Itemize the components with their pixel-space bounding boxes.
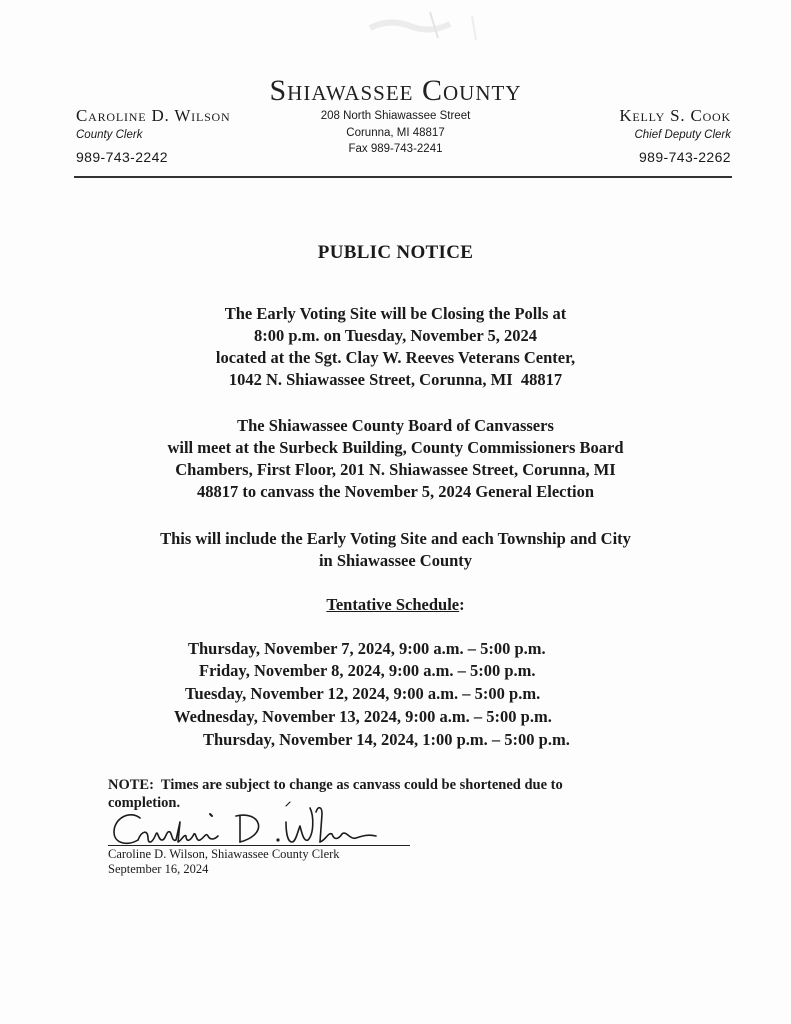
schedule-heading-colon: : bbox=[459, 595, 465, 614]
paragraph-line: will meet at the Surbeck Building, County Commissioners Board bbox=[167, 438, 624, 457]
county-clerk-title: County Clerk bbox=[76, 129, 143, 141]
signature-date: September 16, 2024 bbox=[108, 862, 209, 876]
schedule-item: Thursday, November 14, 2024, 1:00 p.m. – 5:00 p.m. bbox=[203, 730, 570, 749]
county-clerk-phone: 989-743-2242 bbox=[76, 149, 168, 165]
schedule-item: Wednesday, November 13, 2024, 9:00 a.m. – 5:00 p.m. bbox=[174, 707, 552, 726]
paragraph-line: The Shiawassee County Board of Canvassers bbox=[237, 416, 554, 435]
paragraph-line: Chambers, First Floor, 201 N. Shiawassee Street, Corunna, MI bbox=[175, 460, 616, 479]
deputy-clerk-phone: 989-743-2262 bbox=[639, 149, 731, 165]
paragraph-line: This will include the Early Voting Site and each Township and City bbox=[160, 529, 631, 548]
note-line: completion. bbox=[108, 794, 181, 811]
deputy-clerk-block bbox=[619, 106, 731, 167]
paragraph-line: in Shiawassee County bbox=[318, 551, 473, 570]
address-street: 208 North Shiawassee Street bbox=[320, 110, 471, 122]
signature-block bbox=[108, 847, 340, 877]
address-city: Corunna, MI 48817 bbox=[346, 126, 445, 139]
polls-closing-paragraph bbox=[0, 303, 791, 391]
paragraph-line: located at the Sgt. Clay W. Reeves Veterans Center, bbox=[215, 348, 576, 367]
signer-name-title: Caroline D. Wilson, Shiawassee County Clerk bbox=[108, 847, 340, 861]
signature-line bbox=[108, 845, 410, 846]
paragraph-line: 48817 to canvass the November 5, 2024 General Election bbox=[196, 482, 595, 501]
schedule-heading-text: Tentative Schedule bbox=[326, 595, 460, 614]
deputy-clerk-title: Chief Deputy Clerk bbox=[634, 129, 731, 141]
county-clerk-name: Caroline D. Wilson bbox=[76, 106, 231, 125]
scan-smudge bbox=[360, 8, 500, 42]
deputy-clerk-name: Kelly S. Cook bbox=[619, 106, 731, 125]
letterhead-divider bbox=[74, 176, 732, 178]
paragraph-line: 1042 N. Shiawassee Street, Corunna, MI 48817 bbox=[228, 370, 563, 389]
paragraph-line: 8:00 p.m. on Tuesday, November 5, 2024 bbox=[254, 326, 537, 345]
paragraph-line: The Early Voting Site will be Closing the Polls at bbox=[224, 304, 567, 323]
canvass-board-paragraph bbox=[0, 415, 791, 503]
schedule-item: Tuesday, November 12, 2024, 9:00 a.m. – 5:00 p.m. bbox=[185, 684, 541, 703]
note-line: NOTE: Times are subject to change as canvass could be shortened due to bbox=[108, 777, 563, 793]
fax-number: Fax 989-743-2241 bbox=[348, 143, 443, 155]
schedule-item: Friday, November 8, 2024, 9:00 a.m. – 5:00 p.m. bbox=[199, 661, 536, 680]
scope-paragraph bbox=[0, 528, 791, 572]
county-title: Shiawassee County bbox=[269, 74, 522, 107]
notice-title: PUBLIC NOTICE bbox=[317, 242, 474, 263]
schedule-heading bbox=[0, 595, 791, 615]
schedule-item: Thursday, November 7, 2024, 9:00 a.m. – 5:00 p.m. bbox=[188, 639, 546, 658]
